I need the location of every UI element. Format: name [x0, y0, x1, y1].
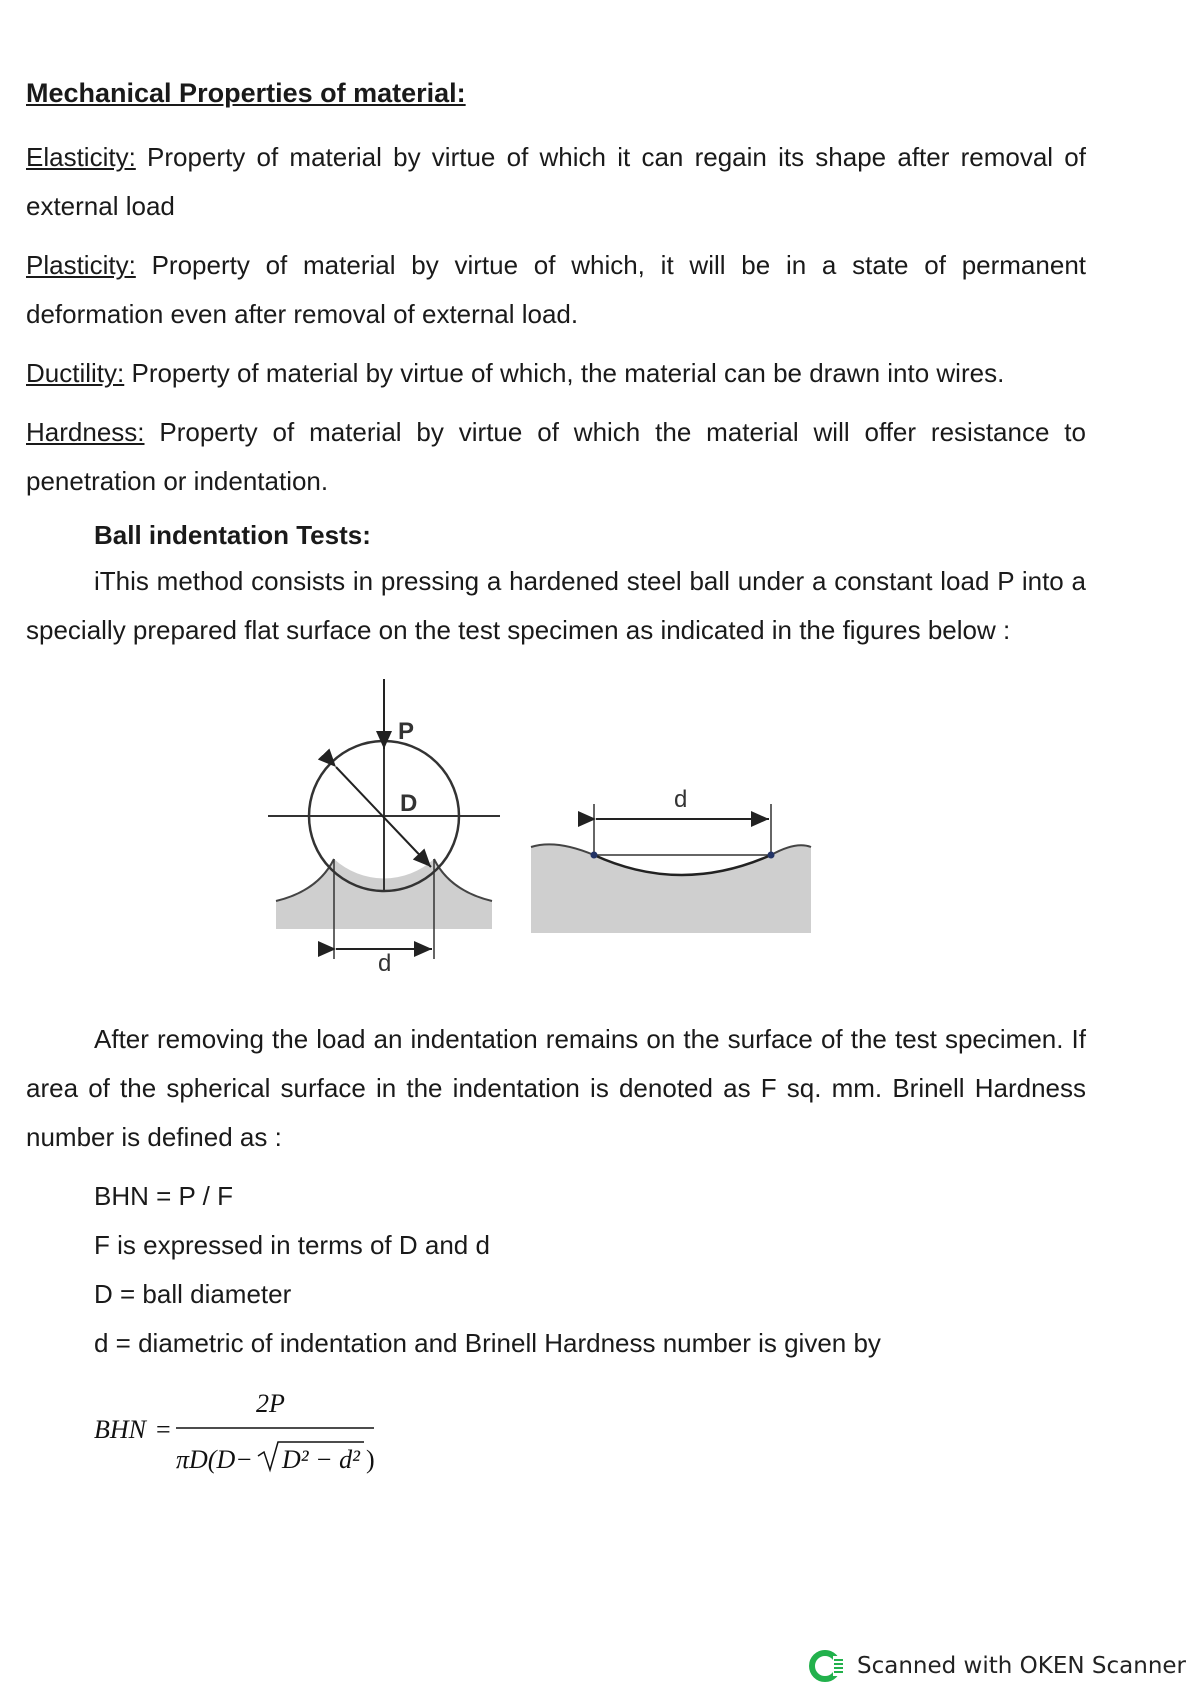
- document-page: [26, 78, 1086, 1486]
- right-d-label: d: [674, 786, 688, 813]
- formula-radicand: D² − d²: [282, 1445, 360, 1474]
- ball-indentation-figure: [26, 669, 1086, 999]
- definition-text: Property of material by virtue of which it can regain its shape after removal of external load: [26, 142, 1086, 221]
- definition-text: Property of material by virtue of which the material will offer resistance to penetration or indentation.: [26, 417, 1086, 496]
- definition-elasticity: [26, 133, 1086, 231]
- definition-text: Property of material by virtue of which, it will be in a state of permanent deformation even after removal of external load.: [26, 250, 1086, 329]
- page-title: Mechanical Properties of material:: [26, 78, 466, 108]
- term-hardness: Hardness:: [26, 417, 145, 447]
- scanner-watermark-text: Scanned with OKEN Scanner: [857, 1653, 1186, 1679]
- section-heading: Ball indentation Tests:: [94, 520, 371, 550]
- oken-scanner-logo-icon: [809, 1648, 845, 1684]
- formula-numerator: 2P: [256, 1389, 285, 1418]
- definition-plasticity: [26, 241, 1086, 339]
- term-plasticity: Plasticity:: [26, 250, 136, 280]
- equation-bhn-pf: BHN = P / F: [94, 1181, 233, 1211]
- definition-ductility: [26, 349, 1086, 398]
- formula-equals: =: [156, 1415, 171, 1444]
- after-paragraph: After removing the load an indentation remains on the surface of the test specimen. If area of the spherical surface in the indentation is denoted as F sq. mm. Brinell Hardness number is defined as :: [26, 1024, 1086, 1152]
- bhn-formula-svg: [26, 1376, 506, 1486]
- scanner-watermark: [809, 1648, 1186, 1684]
- definition-hardness: [26, 408, 1086, 506]
- indentation-diagram: [26, 669, 1086, 999]
- term-ductility: Ductility:: [26, 358, 125, 388]
- equation-f-terms: F is expressed in terms of D and d: [94, 1230, 490, 1260]
- formula-den-prefix: πD(D−: [176, 1445, 253, 1474]
- method-paragraph: iThis method consists in pressing a hardened steel ball under a constant load P into a specially prepared flat surface on the test specimen as indicated in the figures below :: [26, 566, 1086, 645]
- equation-d-ball: D = ball diameter: [94, 1279, 292, 1309]
- load-label: P: [398, 718, 415, 745]
- definition-text: Property of material by virtue of which, the material can be drawn into wires.: [124, 358, 1005, 388]
- bhn-formula: [26, 1376, 1086, 1486]
- ball-diameter-label: D: [400, 790, 418, 817]
- term-elasticity: Elasticity:: [26, 142, 136, 172]
- left-d-label: d: [378, 950, 392, 977]
- equation-d-indentation: d = diametric of indentation and Brinell Hardness number is given by: [94, 1328, 881, 1358]
- formula-lhs: BHN: [94, 1415, 146, 1444]
- formula-den-suffix: ): [366, 1445, 375, 1474]
